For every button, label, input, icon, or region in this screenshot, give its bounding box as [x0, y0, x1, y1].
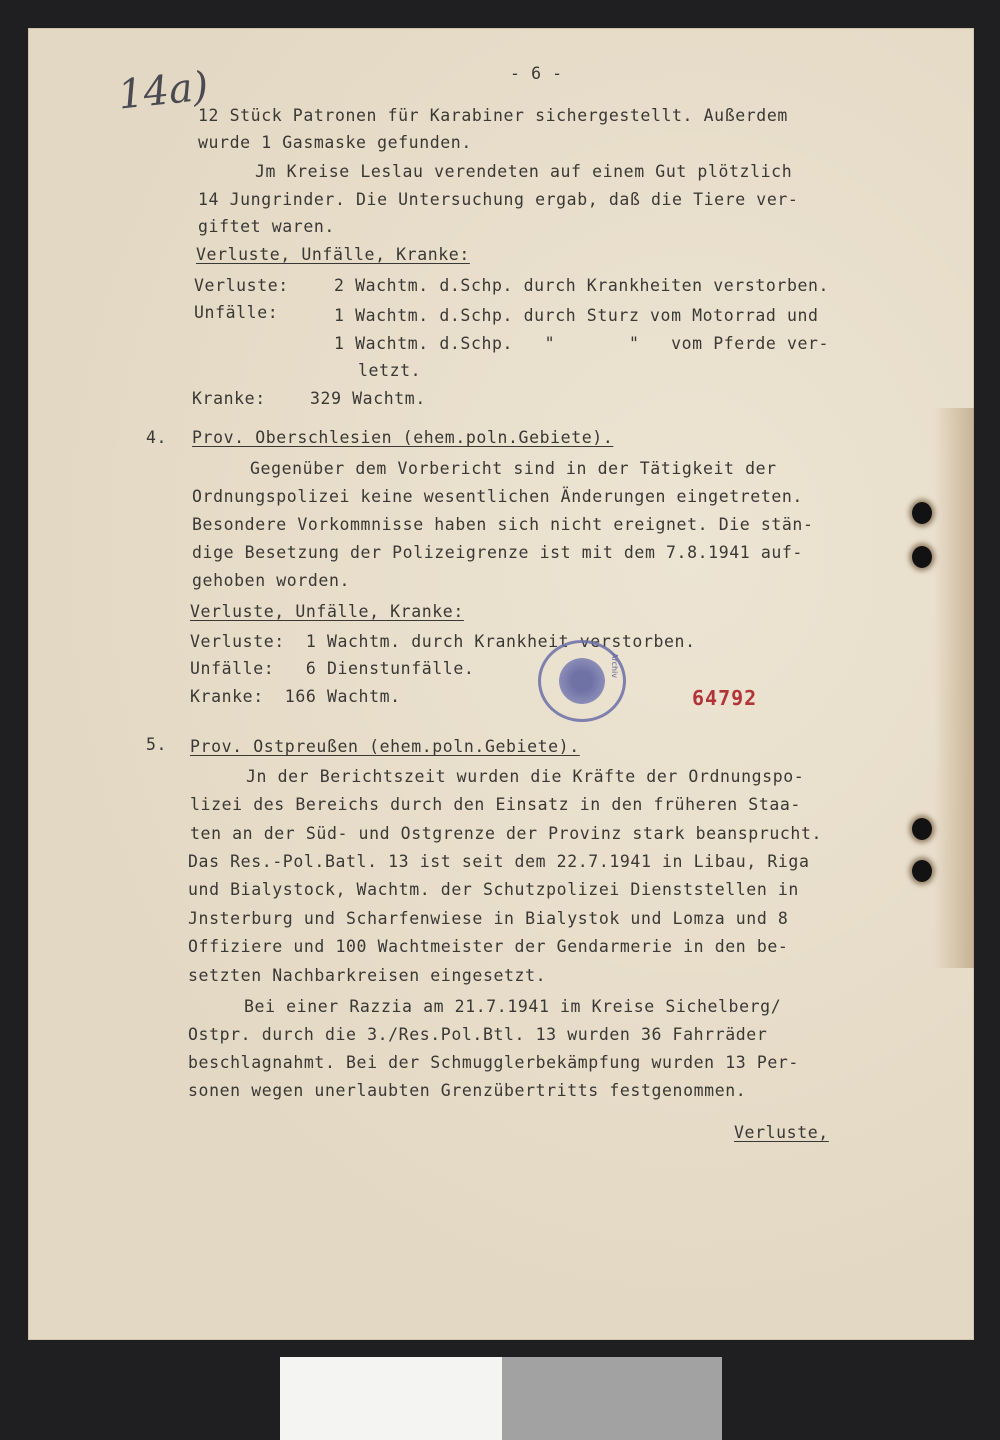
section-heading: Verluste, Unfälle, Kranke:: [196, 245, 470, 264]
text-line: Kranke: 166 Wachtm.: [190, 687, 401, 706]
archive-number: 64792: [692, 686, 758, 710]
text-line: und Bialystock, Wachtm. der Schutzpolizei Dienststellen in: [188, 880, 799, 899]
text-line: gehoben worden.: [192, 571, 351, 590]
text-line: setzten Nachbarkreisen eingesetzt.: [188, 966, 547, 985]
text-line: giftet waren.: [198, 217, 335, 236]
text-line: ten an der Süd- und Ostgrenze der Provinz stark beansprucht.: [190, 824, 823, 843]
section-number: 5.: [146, 735, 168, 754]
continuation-word: Verluste,: [734, 1123, 829, 1142]
page-number: - 6 -: [510, 64, 563, 83]
punch-hole: [912, 502, 932, 524]
text-line: wurde 1 Gasmaske gefunden.: [198, 133, 472, 152]
label-verluste: Verluste:: [194, 276, 289, 295]
text-line: 2 Wachtm. d.Schp. durch Krankheiten verstorben.: [334, 276, 830, 295]
calibration-strip-gray: [502, 1357, 722, 1440]
handwritten-note: 14a): [115, 63, 211, 119]
text-line: Ordnungspolizei keine wesentlichen Änderungen eingetreten.: [192, 487, 803, 506]
label-unfaelle: Unfälle:: [194, 303, 279, 322]
archive-stamp: [538, 640, 626, 722]
text-line: Unfälle: 6 Dienstunfälle.: [190, 659, 475, 678]
text-line: Jnsterburg und Scharfenwiese in Bialystok und Lomza und 8: [188, 909, 789, 928]
text-line: Gegenüber dem Vorbericht sind in der Tätigkeit der: [250, 459, 777, 478]
document-page: [28, 28, 974, 1340]
section-heading: Verluste, Unfälle, Kranke:: [190, 602, 464, 621]
text-line: 14 Jungrinder. Die Untersuchung ergab, daß die Tiere ver-: [198, 190, 799, 209]
text-line: 1 Wachtm. d.Schp. " " vom Pferde ver-: [334, 334, 830, 353]
edge-stain: [934, 408, 974, 968]
text-line: Offiziere und 100 Wachtmeister der Gendarmerie in den be-: [188, 937, 789, 956]
text-line: 329 Wachtm.: [310, 389, 426, 408]
text-line: Verluste: 1 Wachtm. durch Krankheit verstorben.: [190, 632, 696, 651]
text-line: letzt.: [358, 361, 422, 380]
stamp-emblem: [559, 658, 605, 704]
section-title: Prov. Oberschlesien (ehem.poln.Gebiete).: [192, 428, 614, 447]
calibration-strip-white: [280, 1357, 502, 1440]
text-line: sonen wegen unerlaubten Grenzübertritts festgenommen.: [188, 1081, 747, 1100]
punch-hole: [912, 818, 932, 840]
text-line: Besondere Vorkommnisse haben sich nicht ereignet. Die stän-: [192, 515, 814, 534]
label-kranke: Kranke:: [192, 389, 266, 408]
punch-hole: [912, 860, 932, 882]
text-line: beschlagnahmt. Bei der Schmugglerbekämpfung wurden 13 Per-: [188, 1053, 799, 1072]
text-line: Ostpr. durch die 3./Res.Pol.Btl. 13 wurden 36 Fahrräder: [188, 1025, 768, 1044]
stamp-text: Archiv: [610, 653, 619, 679]
text-line: 12 Stück Patronen für Karabiner sichergestellt. Außerdem: [198, 106, 788, 125]
text-line: 1 Wachtm. d.Schp. durch Sturz vom Motorrad und: [334, 306, 819, 325]
section-number: 4.: [146, 428, 168, 447]
text-line: Jm Kreise Leslau verendeten auf einem Gut plötzlich: [255, 162, 793, 181]
section-title: Prov. Ostpreußen (ehem.poln.Gebiete).: [190, 737, 580, 756]
text-line: Jn der Berichtszeit wurden die Kräfte der Ordnungspo-: [246, 767, 805, 786]
text-line: lizei des Bereichs durch den Einsatz in den früheren Staa-: [190, 795, 801, 814]
text-line: Bei einer Razzia am 21.7.1941 im Kreise Sichelberg/: [244, 997, 782, 1016]
text-line: Das Res.-Pol.Batl. 13 ist seit dem 22.7.1941 in Libau, Riga: [188, 852, 810, 871]
text-line: dige Besetzung der Polizeigrenze ist mit dem 7.8.1941 auf-: [192, 543, 803, 562]
punch-hole: [912, 546, 932, 568]
